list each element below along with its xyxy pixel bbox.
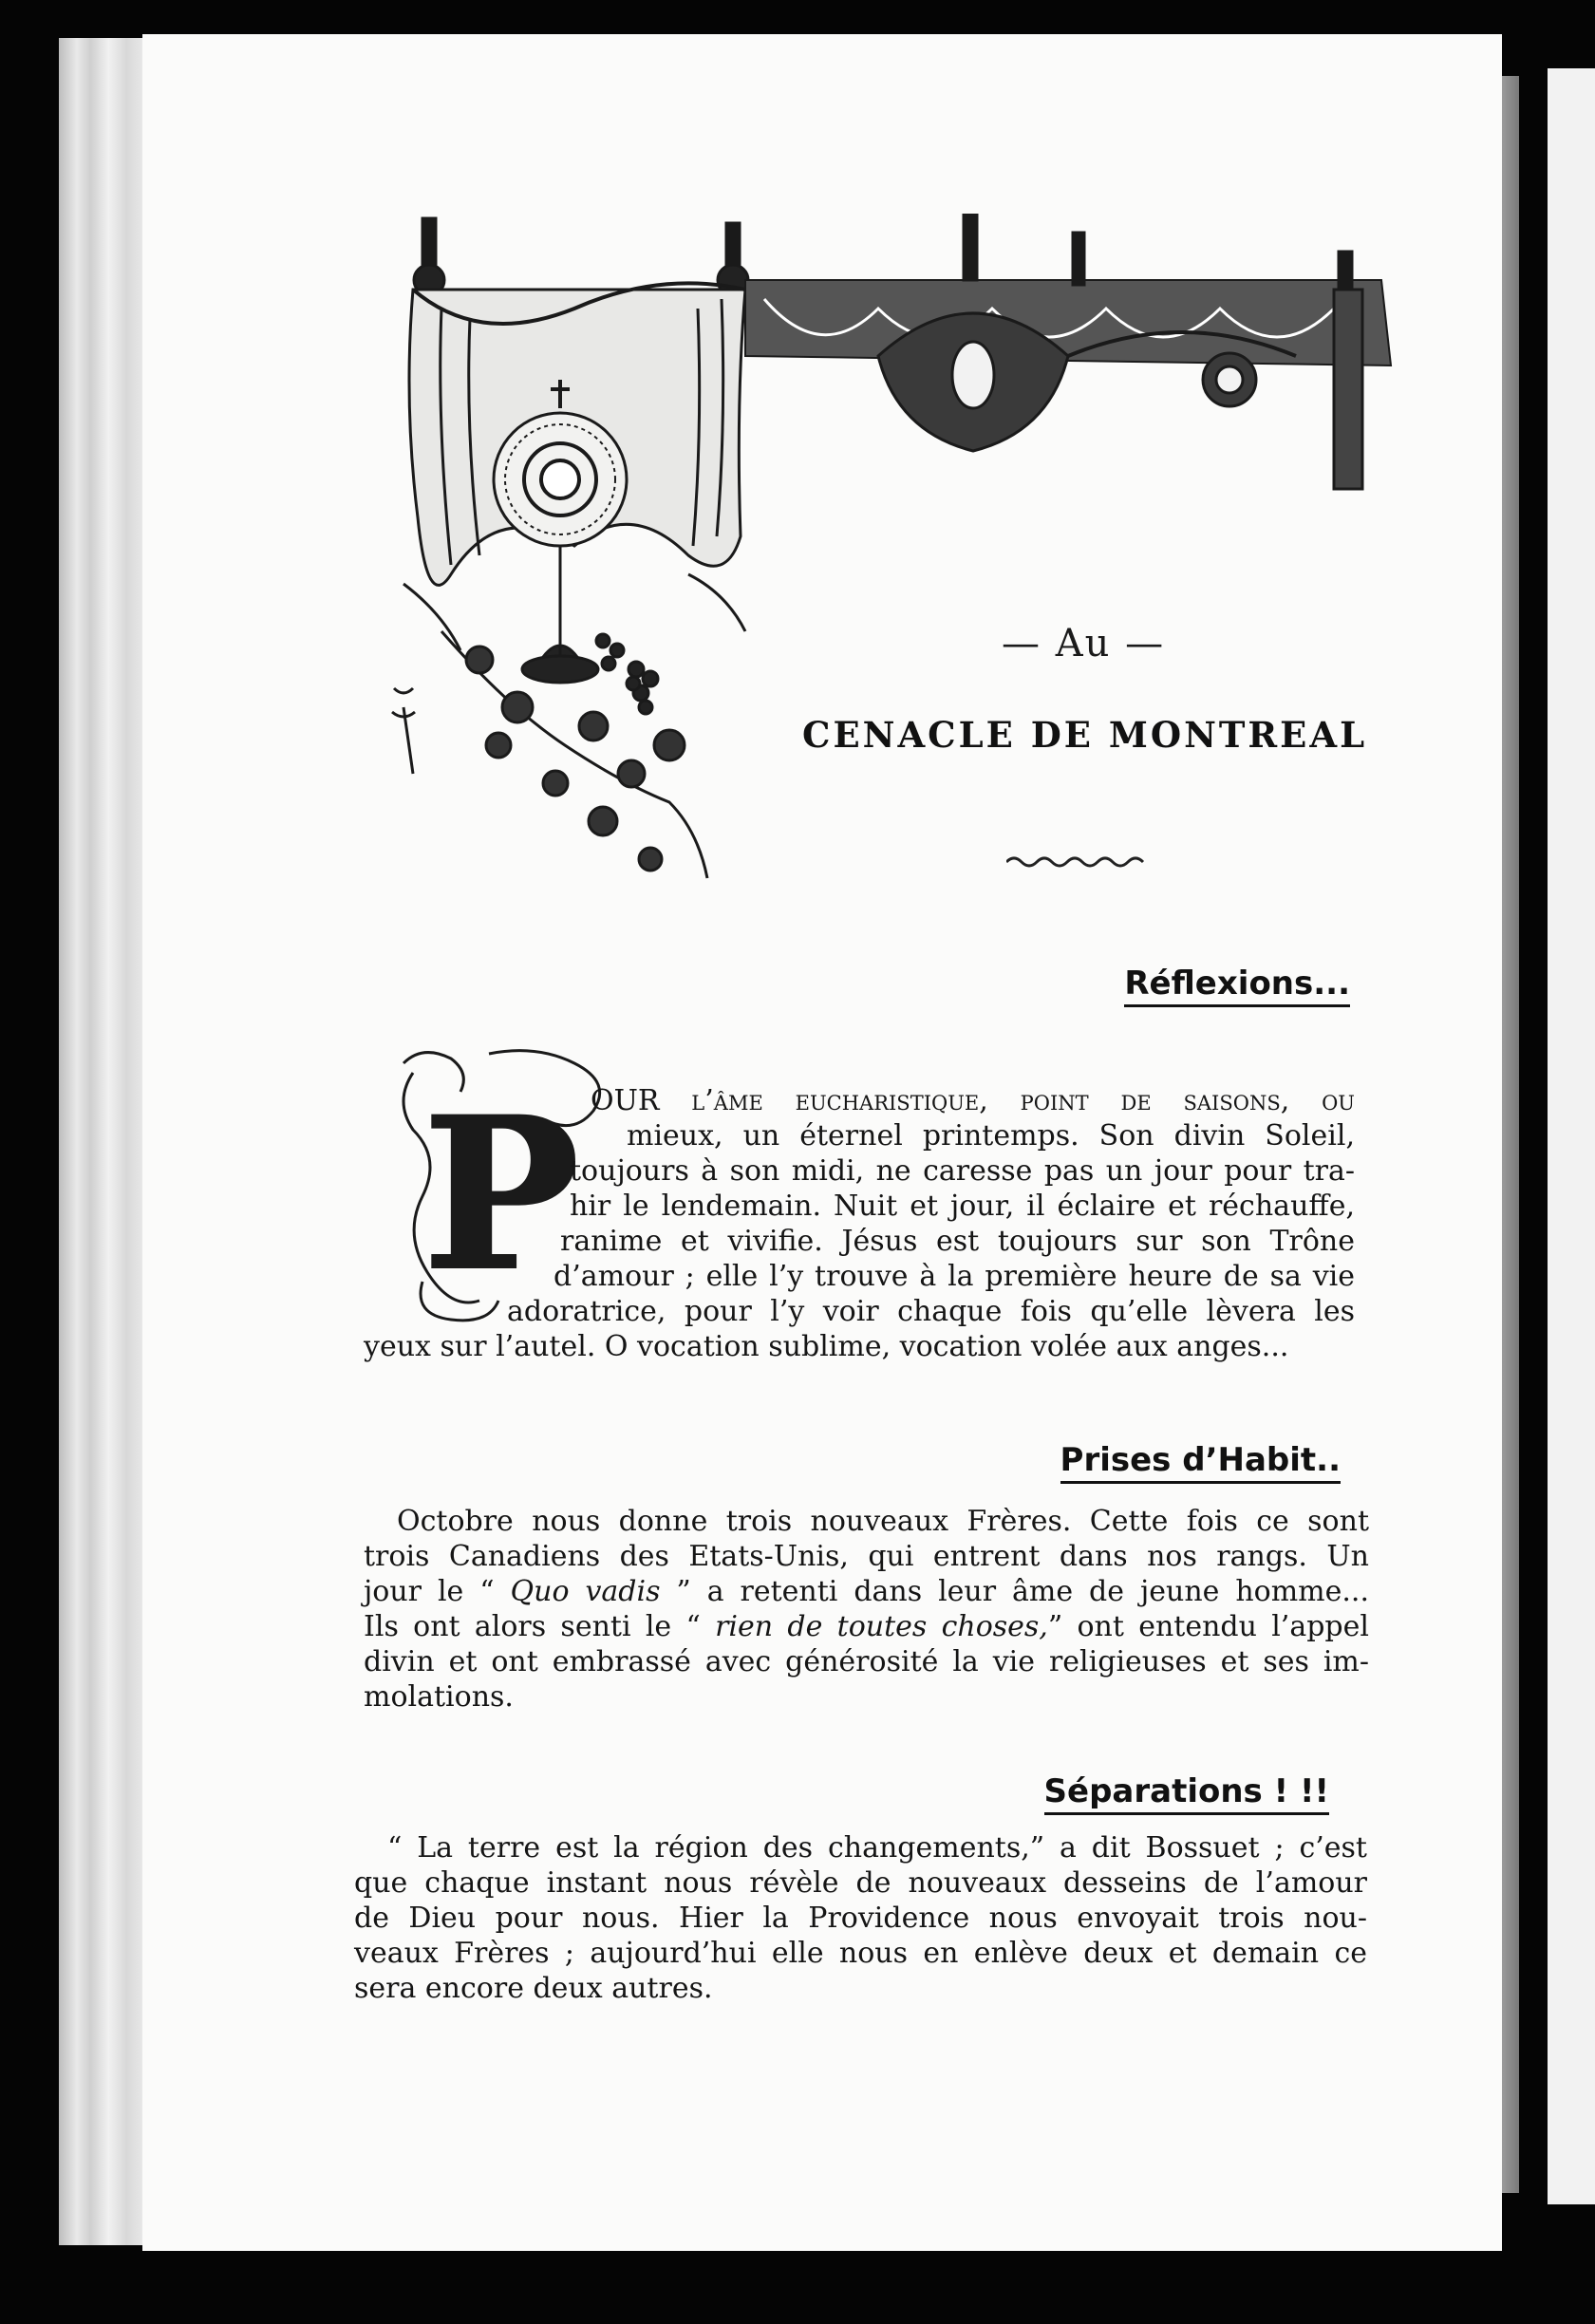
separations-line-5: sera encore deux autres.	[354, 1972, 713, 2005]
page-gutter-shadow	[1502, 76, 1519, 2193]
prises-quote-quo-vadis: Quo vadis	[510, 1575, 661, 1608]
prises-quote-rien-de-toutes-choses: rien de toutes choses,	[715, 1610, 1048, 1643]
prises-line-4-end: ” ont entendu l’appel	[1047, 1610, 1369, 1643]
separations-line-4: veaux Frères ; aujourd’hui elle nous en enlève deux et demain ce	[354, 1937, 1367, 1970]
separations-line-3: de Dieu pour nous. Hier la Providence nous envoyait trois nou-	[354, 1902, 1367, 1935]
prises-line-4	[364, 1611, 1369, 1643]
prises-line-3-start: jour le “	[364, 1575, 511, 1608]
facing-page-edge	[1548, 68, 1595, 2204]
reflexions-line-8: yeux sur l’autel. O vocation sublime, vocation volée aux anges...	[364, 1330, 1289, 1363]
reflexions-line-1: OUR l’âme eucharistique, point de saisons, ou	[591, 1084, 1355, 1117]
prises-line-6: molations.	[364, 1680, 514, 1714]
separations-line-1: “ La terre est la région des changements,” a dit Bossuet ; c’est	[387, 1831, 1367, 1865]
heading-reflexions: Réflexions...	[1124, 965, 1350, 1007]
reflexions-line-5: ranime et vivifie. Jésus est toujours sur son Trône	[560, 1225, 1355, 1258]
prises-line-2: trois Canadiens des Etats-Unis, qui entrent dans nos rangs. Un	[364, 1540, 1369, 1573]
page-title: CENACLE DE MONTREAL	[802, 714, 1368, 756]
heading-separations: Séparations ! !!	[1044, 1772, 1329, 1815]
title-au: — Au —	[1002, 622, 1166, 665]
reflexions-line-3: toujours à son midi, ne caresse pas un jour pour tra-	[570, 1154, 1355, 1188]
decorative-squiggle-divider	[1006, 853, 1149, 872]
prises-line-1: Octobre nous donne trois nouveaux Frères. Cette fois ce sont	[397, 1505, 1369, 1538]
reflexions-line-6: d’amour ; elle l’y trouve à la première heure de sa vie	[554, 1260, 1355, 1293]
separations-line-2: que chaque instant nous révèle de nouveaux desseins de l’amour	[354, 1866, 1367, 1900]
prises-line-4-start: Ils ont alors senti le “	[364, 1610, 716, 1643]
prises-line-3	[364, 1576, 1369, 1608]
drop-cap-letter: P	[422, 1071, 580, 1317]
reflexions-line-4: hir le lendemain. Nuit et jour, il éclaire et réchauffe,	[570, 1190, 1355, 1223]
reflexions-line-7: adoratrice, pour l’y voir chaque fois qu’elle lèvera les	[507, 1295, 1355, 1328]
prises-line-3-end: ” a retenti dans leur âme de jeune homme...	[660, 1575, 1369, 1608]
heading-prises-d-habit: Prises d’Habit..	[1060, 1441, 1341, 1484]
ornament-banner-monstrance-illustration	[385, 214, 1410, 935]
reflexions-line-2: mieux, un éternel printemps. Son divin Soleil,	[627, 1119, 1355, 1153]
page-stack-edge	[59, 38, 149, 2245]
prises-line-5: divin et ont embrassé avec générosité la vie religieuses et ses im-	[364, 1645, 1369, 1678]
